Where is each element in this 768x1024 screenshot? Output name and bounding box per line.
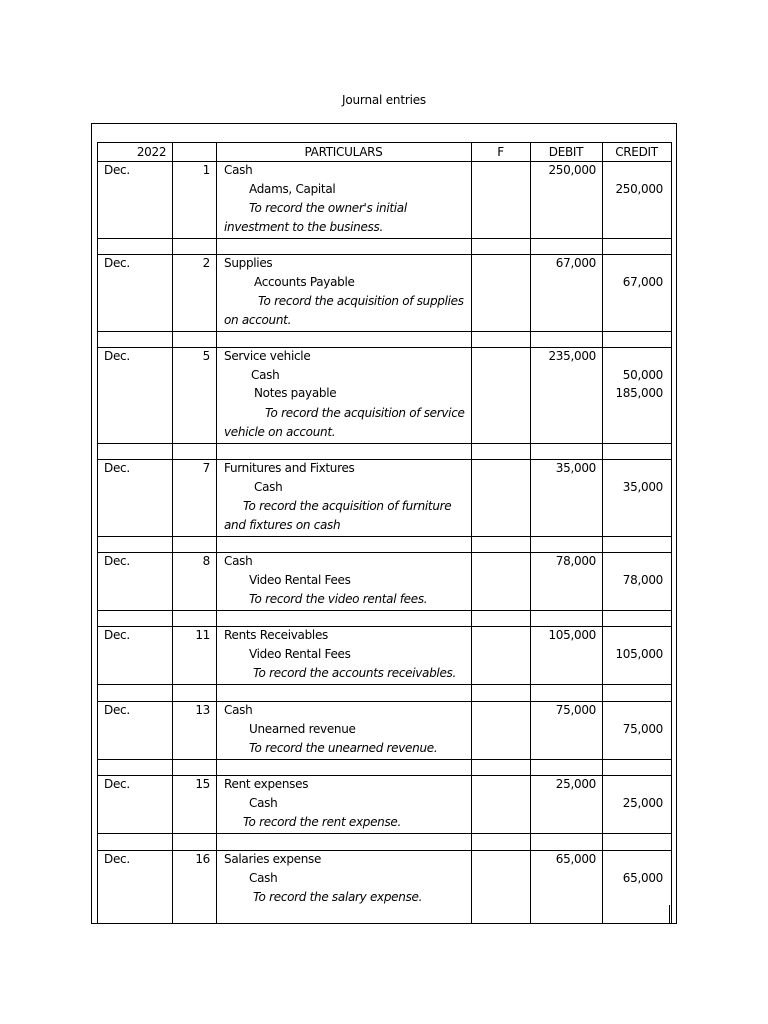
header-particulars: PARTICULARS bbox=[304, 145, 383, 159]
entry-explanation: vehicle on account. bbox=[224, 424, 336, 439]
column-rule-6 bbox=[671, 142, 672, 924]
debit-account: Cash bbox=[224, 554, 253, 568]
debit-account: Rent expenses bbox=[224, 777, 309, 791]
credit-amount: 185,000 bbox=[615, 386, 663, 401]
entry-explanation: To record the acquisition of furniture bbox=[243, 499, 452, 514]
credit-account: Cash bbox=[249, 870, 278, 885]
credit-account: Adams, Capital bbox=[249, 181, 336, 196]
entry-bottom-rule bbox=[97, 238, 671, 239]
entry-month: Dec. bbox=[104, 554, 130, 568]
credit-amount: 75,000 bbox=[622, 721, 663, 736]
credit-amount: 25,000 bbox=[622, 795, 663, 810]
credit-account: Notes payable bbox=[254, 386, 337, 401]
entry-day: 15 bbox=[195, 777, 210, 791]
debit-amount: 35,000 bbox=[555, 461, 596, 475]
entry-explanation: To record the acquisition of supplies bbox=[258, 294, 464, 309]
credit-account: Video Rental Fees bbox=[249, 646, 351, 661]
credit-amount: 65,000 bbox=[622, 870, 663, 885]
entry-bottom-rule bbox=[97, 610, 671, 611]
credit-account: Unearned revenue bbox=[249, 721, 356, 736]
entry-month: Dec. bbox=[104, 777, 130, 791]
debit-amount: 25,000 bbox=[555, 777, 596, 791]
entry-day: 16 bbox=[195, 852, 210, 866]
entry-bottom-rule bbox=[97, 331, 671, 332]
credit-amount: 250,000 bbox=[615, 181, 663, 196]
journal-table bbox=[91, 123, 677, 924]
debit-amount: 75,000 bbox=[555, 703, 596, 717]
entry-explanation: To record the acquisition of service bbox=[265, 406, 465, 421]
debit-account: Furnitures and Fixtures bbox=[224, 461, 355, 475]
header-folio: F bbox=[497, 145, 504, 159]
debit-account: Service vehicle bbox=[224, 349, 311, 363]
credit-amount: 50,000 bbox=[622, 367, 663, 382]
entry-month: Dec. bbox=[104, 349, 130, 363]
credit-amount: 78,000 bbox=[622, 572, 663, 587]
entry-day: 8 bbox=[202, 554, 210, 568]
credit-amount: 67,000 bbox=[622, 274, 663, 289]
debit-amount: 67,000 bbox=[555, 256, 596, 270]
entry-bottom-rule bbox=[97, 443, 671, 444]
debit-amount: 235,000 bbox=[548, 349, 596, 363]
entry-explanation: on account. bbox=[224, 313, 292, 328]
credit-account: Accounts Payable bbox=[254, 274, 355, 289]
header-debit: DEBIT bbox=[548, 145, 584, 159]
column-rule-3 bbox=[471, 142, 472, 924]
debit-amount: 78,000 bbox=[555, 554, 596, 568]
credit-account: Cash bbox=[251, 367, 280, 382]
entry-bottom-rule bbox=[97, 536, 671, 537]
entry-explanation: To record the salary expense. bbox=[253, 890, 423, 905]
entry-day: 5 bbox=[202, 349, 210, 363]
column-rule-2 bbox=[216, 142, 217, 924]
credit-account: Cash bbox=[254, 479, 283, 494]
entry-explanation: investment to the business. bbox=[224, 220, 383, 235]
entry-explanation: and fixtures on cash bbox=[224, 518, 341, 533]
debit-account: Rents Receivables bbox=[224, 628, 328, 642]
entry-month: Dec. bbox=[104, 703, 130, 717]
entry-explanation: To record the accounts receivables. bbox=[253, 666, 456, 681]
column-rule-0 bbox=[97, 142, 98, 924]
entry-day: 1 bbox=[202, 163, 210, 177]
entry-day: 11 bbox=[195, 628, 210, 642]
entry-bottom-rule bbox=[97, 684, 671, 685]
entry-day: 13 bbox=[195, 703, 210, 717]
entry-month: Dec. bbox=[104, 256, 130, 270]
debit-amount: 250,000 bbox=[548, 163, 596, 177]
page-title: Journal entries bbox=[342, 93, 426, 107]
debit-account: Cash bbox=[224, 163, 253, 177]
entry-month: Dec. bbox=[104, 852, 130, 866]
entry-day: 2 bbox=[202, 256, 210, 270]
credit-account: Cash bbox=[249, 795, 278, 810]
credit-amount: 35,000 bbox=[622, 479, 663, 494]
entry-bottom-rule bbox=[97, 759, 671, 760]
credit-amount: 105,000 bbox=[615, 646, 663, 661]
debit-amount: 65,000 bbox=[555, 852, 596, 866]
entry-month: Dec. bbox=[104, 163, 130, 177]
credit-account: Video Rental Fees bbox=[249, 572, 351, 587]
debit-amount: 105,000 bbox=[548, 628, 596, 642]
entry-month: Dec. bbox=[104, 461, 130, 475]
end-mark bbox=[669, 905, 670, 923]
header-credit: CREDIT bbox=[615, 145, 658, 159]
debit-account: Cash bbox=[224, 703, 253, 717]
debit-account: Salaries expense bbox=[224, 852, 322, 866]
header-year: 2022 bbox=[136, 145, 167, 159]
entry-explanation: To record the unearned revenue. bbox=[249, 741, 438, 756]
entry-day: 7 bbox=[202, 461, 210, 475]
entry-explanation: To record the video rental fees. bbox=[249, 592, 428, 607]
entry-explanation: To record the owner's initial bbox=[249, 201, 407, 216]
debit-account: Supplies bbox=[224, 256, 273, 270]
entry-month: Dec. bbox=[104, 628, 130, 642]
entry-explanation: To record the rent expense. bbox=[243, 815, 402, 830]
entry-bottom-rule bbox=[97, 833, 671, 834]
